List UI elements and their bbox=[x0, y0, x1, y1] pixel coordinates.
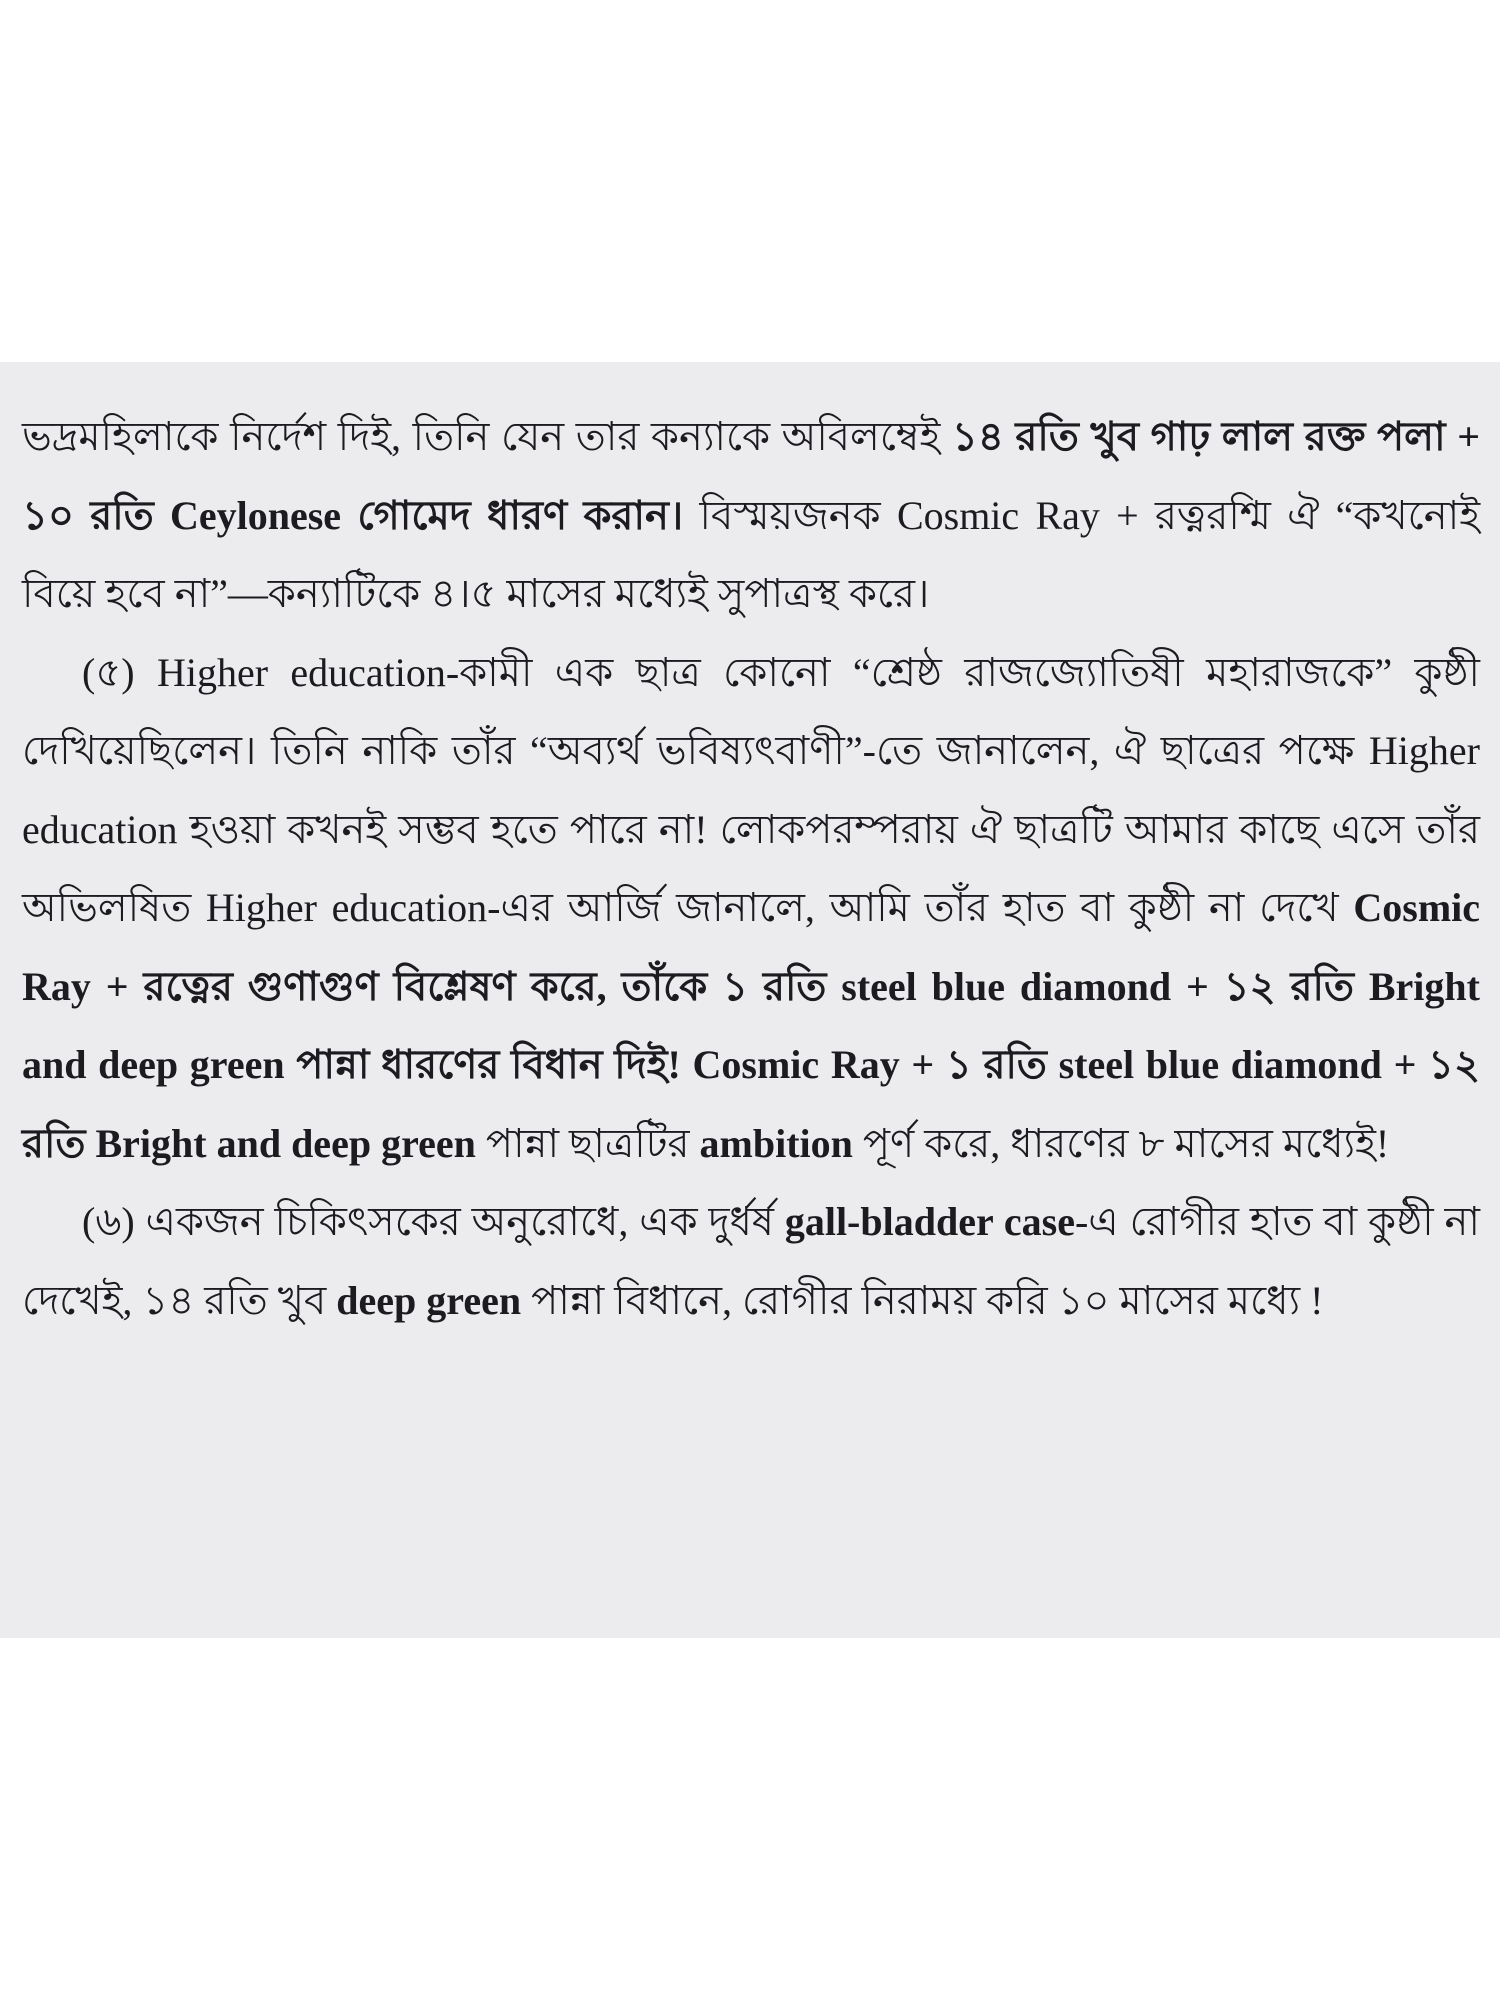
paragraph-1-text-2: বিস্ময়জনক Cosmic Ray + রত্নরশ্মি ঐ “কখনোই বিয়ে হবে না”—কন্যাটিকে ৪।৫ মাসের মধ্যেই সুপাত্রস্থ করে। bbox=[22, 492, 1491, 616]
paragraph-3 bbox=[22, 1183, 1490, 1340]
scanned-text-block bbox=[0, 362, 1500, 1638]
paragraph-2-bold-2: ambition bbox=[699, 1120, 853, 1166]
paragraph-2 bbox=[22, 634, 1490, 1184]
paragraph-3-text-3: পান্না বিধানে, রোগীর নিরাময় করি ১০ মাসের মধ্যে ! bbox=[521, 1277, 1324, 1323]
paragraph-3-text-1: (৬) একজন চিকিৎসকের অনুরোধে, এক দুর্ধর্ষ bbox=[82, 1199, 785, 1244]
paragraph-1 bbox=[22, 398, 1491, 634]
paragraph-3-text-2: -এ রোগীর হাত বা কুষ্ঠী না দেখেই, ১৪ রতি খুব bbox=[22, 1199, 1490, 1323]
paragraph-3-bold-2: deep green bbox=[336, 1277, 522, 1323]
paragraph-1-text-1: ভদ্রমহিলাকে নির্দেশ দিই, তিনি যেন তার কন্যাকে অবিলম্বেই bbox=[22, 414, 952, 459]
paragraph-2-text-1: (৫) Higher education-কামী এক ছাত্র কোনো “শ্রেষ্ঠ রাজজ্যোতিষী মহারাজকে” কুষ্ঠী দেখিয়েছিলেন। তিনি নাকি তাঁর “অব্যর্থ ভবিষ্যৎবাণী”-তে জানালেন, ঐ ছাত্রের পক্ষে Higher education হওয়া কখনই সম্ভব হতে পারে না! লোকপরম্পরায় ঐ ছাত্রটি আমার কাছে এসে তাঁর অভিলষিত Higher education-এর আর্জি জানালে, আমি তাঁর হাত বা কুষ্ঠী না দেখে bbox=[22, 649, 1490, 930]
paragraph-2-bold-1: Cosmic Ray + রত্নের গুণাগুণ বিশ্লেষণ করে, তাঁকে ১ রতি steel blue diamond + ১২ রতি Bright and deep green পান্না ধারণের বিধান দিই! Cosmic Ray + ১ রতি steel blue diamond + ১২ রতি Bright and deep green bbox=[22, 885, 1490, 1166]
paragraph-3-bold-1: gall-bladder case bbox=[784, 1199, 1075, 1244]
paragraph-1-bold-1: ১৪ রতি খুব গাঢ় লাল রক্ত পলা + ১০ রতি Ceylonese গোমেদ ধারণ করান। bbox=[22, 414, 1490, 538]
paragraph-2-text-2: পান্না ছাত্রটির bbox=[475, 1120, 700, 1166]
paragraph-2-text-3: পূর্ণ করে, ধারণের ৮ মাসের মধ্যেই! bbox=[852, 1120, 1390, 1166]
